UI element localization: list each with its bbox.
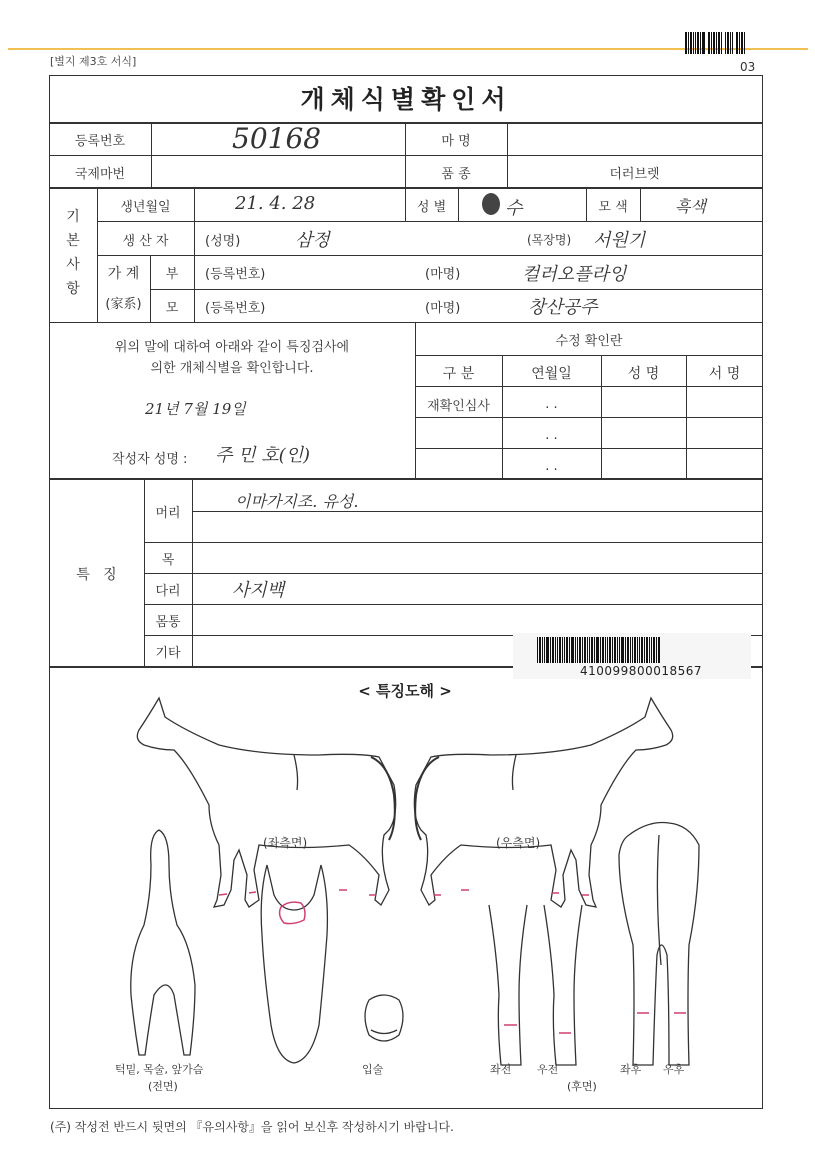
page-code: 03 bbox=[740, 60, 756, 74]
form-number: [별지 제3호 서식] bbox=[50, 55, 137, 68]
head-label: 머리 bbox=[155, 506, 181, 521]
legs-label: 다리 bbox=[155, 584, 181, 599]
color-label: 모 색 bbox=[598, 200, 628, 215]
dam-name-label: (마명) bbox=[425, 301, 461, 316]
mod-header-type: 구 분 bbox=[442, 366, 475, 382]
mod-row-1-date: . . bbox=[545, 397, 558, 412]
sire-name-label: (마명) bbox=[425, 267, 461, 282]
sire-reg-label: (등록번호) bbox=[205, 267, 266, 282]
farm-value: 서원기 bbox=[593, 230, 646, 251]
right-hind-label: 우후 bbox=[663, 1063, 685, 1076]
declaration-line-2: 의한 개체식별을 확인합니다. bbox=[150, 361, 314, 376]
mod-row-1-type: 재확인심사 bbox=[427, 399, 490, 414]
dam-reg-label: (등록번호) bbox=[205, 301, 266, 316]
rear-view-icon bbox=[619, 823, 699, 1066]
basic-info-section-label: 기 본 사 항 bbox=[66, 209, 80, 297]
mod-header-date: 연월일 bbox=[531, 366, 572, 382]
sex-scribble-mark bbox=[482, 193, 500, 215]
right-side-horse-icon bbox=[414, 698, 672, 907]
horse-name-label: 마 명 bbox=[441, 134, 471, 149]
horse-diagram bbox=[49, 695, 761, 1105]
farm-label: (목장명) bbox=[527, 233, 572, 247]
mod-header-sign: 서 명 bbox=[708, 366, 741, 382]
neck-label: 목 bbox=[161, 553, 175, 568]
sire-name-value: 컬러오플라잉 bbox=[522, 264, 627, 285]
left-side-horse-icon bbox=[137, 698, 395, 907]
dam-name-value: 창산공주 bbox=[528, 297, 598, 318]
legs-value: 사지백 bbox=[232, 580, 285, 601]
mod-row-2-date: . . bbox=[545, 428, 558, 443]
birth-value: 21. 4. 28 bbox=[235, 193, 316, 214]
dam-label: 모 bbox=[165, 301, 179, 316]
diagram-title: < 특징도해 > bbox=[358, 682, 452, 700]
top-barcode bbox=[685, 32, 746, 54]
footer-note: (주) 작성전 반드시 뒷면의 『유의사항』을 읽어 보신후 작성하시기 바랍니다. bbox=[50, 1120, 454, 1134]
producer-label: 생 산 자 bbox=[122, 234, 169, 249]
declaration-date: 21년 7월 19일 bbox=[145, 400, 246, 418]
sex-label: 성 별 bbox=[416, 200, 447, 215]
breed-label: 품 종 bbox=[441, 167, 471, 182]
declaration-line-1: 위의 말에 대하여 아래와 같이 특징검사에 bbox=[114, 340, 350, 355]
reg-no-value: 50168 bbox=[232, 122, 322, 155]
mod-row-3-date: . . bbox=[545, 459, 558, 474]
left-hind-label: 좌후 bbox=[620, 1063, 642, 1076]
lips-view-icon bbox=[365, 995, 403, 1041]
color-value: 흑색 bbox=[675, 197, 706, 216]
left-side-label: (좌측면) bbox=[263, 836, 308, 850]
producer-name-value: 삼정 bbox=[295, 230, 330, 251]
producer-name-label: (성명) bbox=[205, 234, 241, 249]
other-label: 기타 bbox=[155, 646, 181, 661]
breed-value: 더러브렛 bbox=[609, 167, 660, 182]
front-label: (전면) bbox=[148, 1080, 178, 1093]
head-value: 이마가지조. 유성. bbox=[235, 492, 359, 511]
modification-title: 수정 확인란 bbox=[555, 334, 623, 349]
marking-annotations bbox=[219, 890, 686, 1033]
forehead-star-marking bbox=[280, 902, 305, 923]
lips-label: 입술 bbox=[362, 1063, 384, 1076]
mod-header-name: 성 명 bbox=[627, 366, 660, 382]
right-side-label: (우측면) bbox=[496, 836, 541, 850]
pedigree-hanja: (家系) bbox=[105, 297, 142, 312]
document-title: 개체식별확인서 bbox=[300, 85, 512, 114]
reg-no-label: 등록번호 bbox=[74, 134, 126, 149]
author-signature: 주 민 호(인) bbox=[215, 445, 311, 466]
sex-value: 수 bbox=[505, 198, 523, 219]
rear-label: (후면) bbox=[567, 1080, 597, 1093]
body-label: 몸통 bbox=[155, 615, 181, 630]
features-section-label: 특 징 bbox=[76, 567, 117, 583]
head-front-view-icon bbox=[261, 865, 327, 1063]
barcode-number: 410099800018567 bbox=[580, 664, 703, 678]
front-caption: 턱밑, 목술, 앞가슴 bbox=[115, 1063, 204, 1076]
sire-label: 부 bbox=[165, 267, 179, 282]
chin-front-view-icon bbox=[131, 830, 195, 1055]
front-legs-view-icon bbox=[489, 905, 582, 1065]
author-label: 작성자 성명 : bbox=[112, 452, 188, 467]
sticker-barcode bbox=[537, 637, 661, 663]
pedigree-label: 가 계 bbox=[107, 266, 140, 282]
left-fore-label: 좌전 bbox=[490, 1063, 512, 1076]
birth-label: 생년월일 bbox=[120, 200, 171, 215]
intl-no-label: 국제마번 bbox=[74, 167, 126, 182]
right-fore-label: 우전 bbox=[537, 1063, 559, 1076]
